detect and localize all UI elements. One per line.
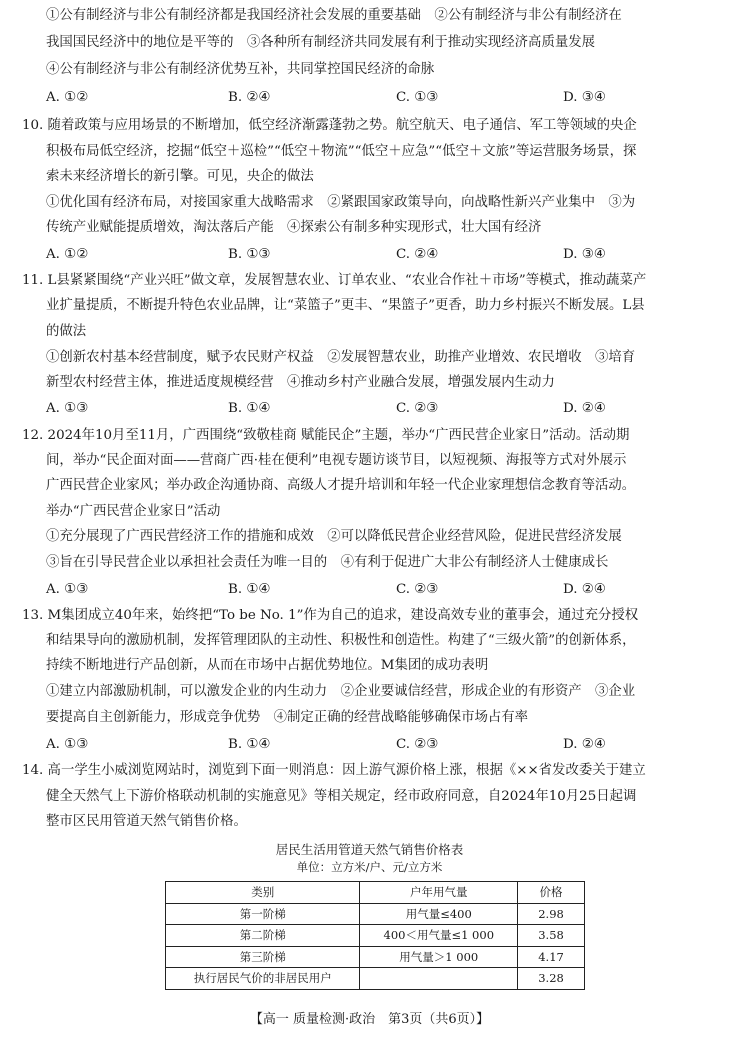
q11-option-c: C. ②③: [396, 401, 439, 416]
q9-choice-line-3: ④公有制经济与非公有制经济优势互补，共同掌控国民经济的命脉: [46, 62, 435, 77]
q10-stem-line-1: 10. 随着政策与应用场景的不断增加，低空经济渐露蓬勃之势。航空航天、电子通信、军工等领域的央企: [22, 118, 637, 133]
table-row: [166, 968, 585, 990]
q11-stem-line-2: 业扩量提质，不断提升特色农业品牌，让“菜篮子”更丰、“果篮子”更香，助力乡村振兴不断发展。L县: [46, 298, 645, 313]
table-row: [166, 946, 585, 968]
q12-choice-line-2: ③旨在引导民营企业以承担社会责任为唯一目的 ④有利于促进广大非公有制经济人士健康成长: [46, 555, 609, 570]
q13-stem-line-1: 13. M集团成立40年来，始终把“To be No. 1”作为自己的追求，建设高效专业的董事会，通过充分授权: [22, 608, 639, 623]
cell-usage: 用气量≤400: [360, 903, 518, 925]
cell-category: 执行居民气价的非居民用户: [166, 968, 360, 990]
q11-choice-line-1: ①创新农村基本经营制度，赋予农民财产权益 ②发展智慧农业，助推产业增效、农民增收 ③培育: [46, 350, 636, 365]
q13-choice-line-1: ①建立内部激励机制，可以激发企业的内生动力 ②企业要诚信经营，形成企业的有形资产 ③企业: [46, 684, 636, 699]
q10-choice-line-2: 传统产业赋能提质增效，淘汰落后产能 ④探索公有制多种实现形式，壮大国有经济: [46, 220, 542, 235]
q12-choice-line-1: ①充分展现了广西民营经济工作的措施和成效 ②可以降低民营企业经营风险，促进民营经济发展: [46, 529, 622, 544]
cell-category: 第一阶梯: [166, 903, 360, 925]
cell-category: 第二阶梯: [166, 925, 360, 947]
q9-option-d: D. ③④: [563, 90, 606, 105]
q10-stem-line-3: 索未来经济增长的新引擎。可见，央企的做法: [46, 169, 314, 184]
cell-price: 4.17: [518, 946, 585, 968]
q9-choice-line-1: ①公有制经济与非公有制经济都是我国经济社会发展的重要基础 ②公有制经济与非公有制经济在: [46, 8, 622, 23]
q13-option-a: A. ①③: [46, 737, 89, 752]
q13-option-b: B. ①④: [228, 737, 271, 752]
q11-option-d: D. ②④: [563, 401, 606, 416]
table-title: 居民生活用管道天然气销售价格表: [275, 842, 464, 857]
q12-option-d: D. ②④: [563, 582, 606, 597]
q11-choice-line-2: 新型农村经营主体，推进适度规模经营 ④推动乡村产业融合发展，增强发展内生动力: [46, 375, 555, 390]
q9-option-c: C. ①③: [396, 90, 439, 105]
header-price: 价格: [518, 882, 585, 904]
table-header-row: [166, 882, 585, 904]
page-footer: 【高一 质量检测·政治 第3页（共6页）】: [249, 1012, 490, 1027]
q11-stem-line-3: 的做法: [46, 324, 87, 339]
cell-price: 2.98: [518, 903, 585, 925]
q9-option-b: B. ②④: [228, 90, 271, 105]
q10-stem-line-2: 积极布局低空经济，挖掘“低空＋巡检”“低空＋物流”“低空＋应急”“低空＋文旅”等运营服务场景，探: [46, 144, 637, 159]
q9-choice-line-2: 我国国民经济中的地位是平等的 ③各种所有制经济共同发展有利于推动实现经济高质量发展: [46, 35, 596, 50]
q12-option-a: A. ①③: [46, 582, 89, 597]
q14-stem-line-3: 整市区民用管道天然气销售价格。: [46, 814, 247, 829]
q12-stem-line-1: 12. 2024年10月至11月，广西围绕“致敬桂商 赋能民企”主题，举办“广西民营企业家日”活动。活动期: [22, 428, 630, 443]
cell-price: 3.28: [518, 968, 585, 990]
gas-price-table: [165, 881, 585, 990]
q12-option-c: C. ②③: [396, 582, 439, 597]
q10-option-a: A. ①②: [46, 247, 89, 262]
q13-option-c: C. ②③: [396, 737, 439, 752]
q14-stem-line-1: 14. 高一学生小威浏览网站时，浏览到下面一则消息：因上游气源价格上涨，根据《××省发改委关于建立: [22, 763, 646, 778]
q12-stem-line-3: 广西民营企业家风；举办政企沟通协商、高级人才提升培训和年轻一代企业家理想信念教育等活动。: [46, 478, 636, 493]
q11-option-b: B. ①④: [228, 401, 271, 416]
q12-stem-line-4: 举办“广西民营企业家日”活动: [46, 504, 221, 519]
header-category: 类别: [166, 882, 360, 904]
q13-stem-line-2: 和结果导向的激励机制，发挥管理团队的主动性、积极性和创造性。构建了“三级火箭”的创新体系，: [46, 633, 636, 648]
q12-option-b: B. ①④: [228, 582, 271, 597]
q11-option-a: A. ①③: [46, 401, 89, 416]
table-unit: 单位：立方米/户、元/立方米: [296, 860, 443, 874]
q9-option-a: A. ①②: [46, 90, 89, 105]
q13-option-d: D. ②④: [563, 737, 606, 752]
cell-usage: 400＜用气量≤1 000: [360, 925, 518, 947]
q14-stem-line-2: 健全天然气上下游价格联动机制的实施意见》等相关规定，经市政府同意，自2024年10月25日起调: [46, 789, 637, 804]
q11-stem-line-1: 11. L县紧紧围绕“产业兴旺”做文章，发展智慧农业、订单农业、“农业合作社＋市场”等模式，推动蔬菜产: [22, 273, 647, 288]
q10-option-c: C. ②④: [396, 247, 439, 262]
cell-usage: [360, 968, 518, 990]
table-row: [166, 903, 585, 925]
q10-option-b: B. ①③: [228, 247, 271, 262]
q10-choice-line-1: ①优化国有经济布局，对接国家重大战略需求 ②紧跟国家政策导向，向战略性新兴产业集中 ③为: [46, 195, 636, 210]
header-annual-usage: 户年用气量: [360, 882, 518, 904]
table-row: [166, 925, 585, 947]
q10-option-d: D. ③④: [563, 247, 606, 262]
q13-stem-line-3: 持续不断地进行产品创新，从而在市场中占据优势地位。M集团的成功表明: [46, 658, 489, 673]
q13-choice-line-2: 要提高自主创新能力，形成竞争优势 ④制定正确的经营战略能够确保市场占有率: [46, 710, 529, 725]
q12-stem-line-2: 间，举办“民企面对面——营商广西·桂在便利”电视专题访谈节目，以短视频、海报等方式对外展示: [46, 453, 627, 468]
cell-category: 第三阶梯: [166, 946, 360, 968]
cell-price: 3.58: [518, 925, 585, 947]
cell-usage: 用气量＞1 000: [360, 946, 518, 968]
